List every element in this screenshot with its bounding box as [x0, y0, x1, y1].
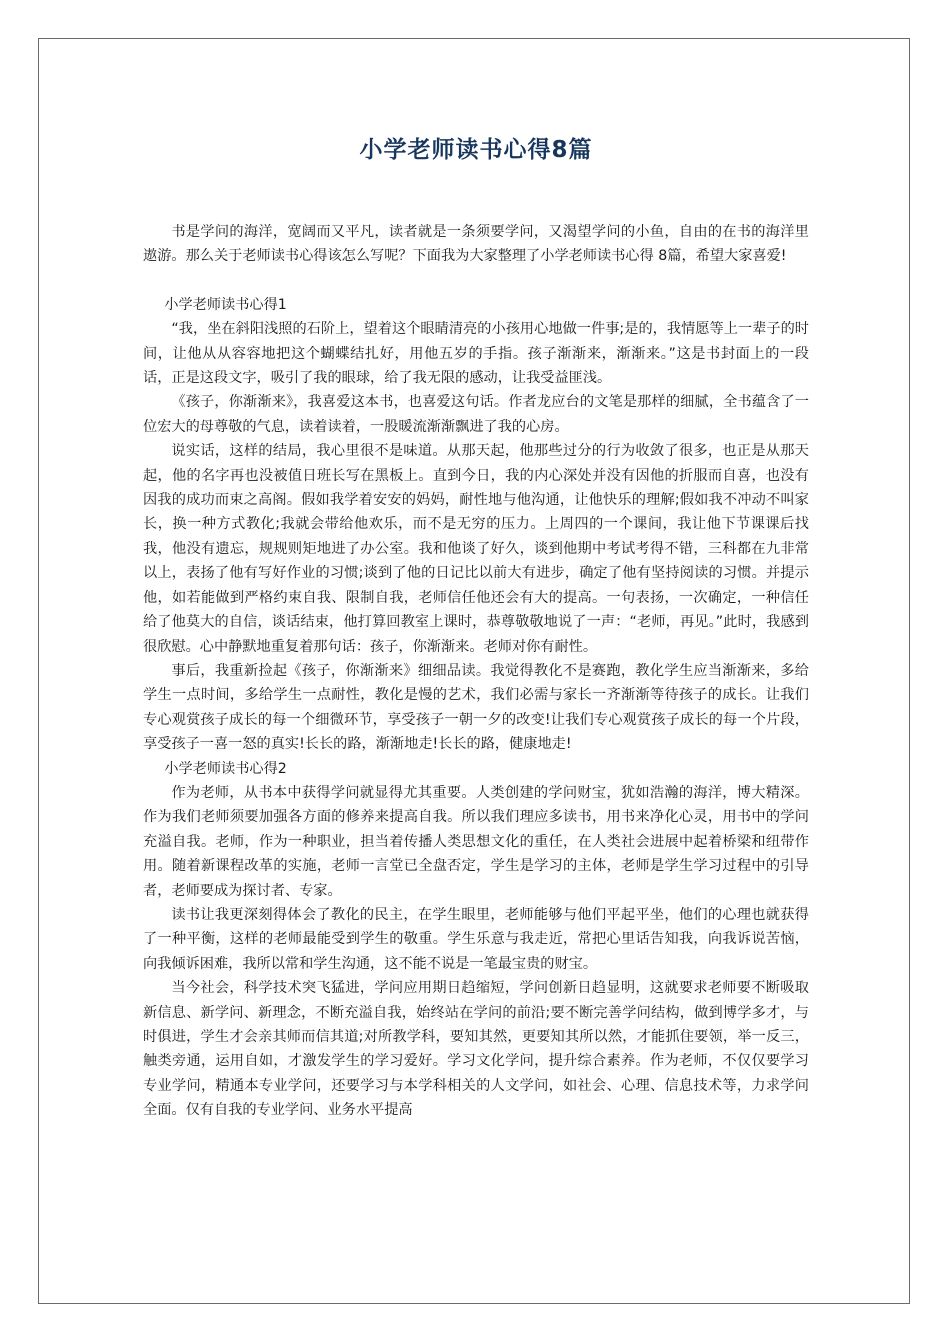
document-title: 小学老师读书心得8篇 — [359, 137, 593, 163]
section-heading-1: 小学老师读书心得1 — [164, 296, 287, 313]
section-2-paragraph: 当今社会，科学技术突飞猛进，学问应用期日趋缩短，学问创新日趋显明，这就要求老师要不断吸取新信息、新学问、新理念，不断充溢自我，始终站在学问的前沿;要不断完善学问结构，做到博学多才，与时俱进，学生才会亲其师而信其道;对所教学科，要知其然，更要知其所以然，才能抓住要领，举一反三，触类旁通，运用自如，才激发学生的学习爱好。学习文化学问，提升综合素养。作为老师，不仅仅要学习专业学问，精通本专业学问，还要学习与本学科相关的人文学问，如社会、心理、信息技术等，力求学问全面。仅有自我的专业学问、业务水平提高 — [143, 980, 809, 1119]
section-1-paragraph: “我，坐在斜阳浅照的石阶上，望着这个眼睛清亮的小孩用心地做一件事;是的，我情愿等上一辈子的时间，让他从从容容地把这个蝴蝶结扎好，用他五岁的手指。孩子渐渐来，渐渐来。”这是书封面上的一段话，正是这段文字，吸引了我的眼球，给了我无限的感动，让我受益匪浅。 — [143, 321, 809, 387]
section-1-paragraph: 说实话，这样的结局，我心里很不是味道。从那天起，他那些过分的行为收敛了很多，也正是从那天起，他的名字再也没被值日班长写在黑板上。直到今日，我的内心深处并没有因他的折服而自喜，也没有因我的成功而束之高阁。假如我学着安安的妈妈，耐性地与他沟通，让他快乐的理解;假如我不冲动不叫家长，换一种方式教化;我就会带给他欢乐，而不是无穷的压力。上周四的一个课间，我让他下节课课后找我，他没有遗忘，规规则矩地进了办公室。我和他谈了好久，谈到他期中考试考得不错，三科都在九非常以上，表扬了他有写好作业的习惯;谈到了他的日记比以前大有进步，确定了他有坚持阅读的习惯。并提示他，如若能做到严格约束自我、限制自我，老师信任他还会有大的提高。一句表扬，一次确定，一种信任给了他莫大的自信，谈话结束，他打算回教室上课时，恭尊敬敬地说了一声：“老师，再见。”此时，我感到很欣慰。心中静默地重复着那句话：孩子，你渐渐来。老师对你有耐性。 — [143, 443, 809, 655]
section-1-paragraph: 事后，我重新捡起《孩子，你渐渐来》细细品读。我觉得教化不是赛跑，教化学生应当渐渐来，多给学生一点时间，多给学生一点耐性，教化是慢的艺术，我们必需与家长一齐渐渐等待孩子的成长。让我们专心观赏孩子成长的每一个细微环节，享受孩子一朝一夕的改变!让我们专心观赏孩子成长的每一个片段，享受孩子一喜一怒的真实!长长的路，渐渐地走!长长的路，健康地走! — [143, 662, 809, 753]
spacer — [143, 269, 809, 293]
section-2-paragraph: 作为老师，从书本中获得学问就显得尤其重要。人类创建的学问财宝，犹如浩瀚的海洋，博大精深。作为我们老师须要加强各方面的修养来提高自我。所以我们理应多读书，用书来净化心灵，用书中的学问充溢自我。老师，作为一种职业，担当着传播人类思想文化的重任，在人类社会进展中起着桥梁和纽带作用。随着新课程改革的实施，老师一言堂已全盘否定，学生是学习的主体，老师是学生学习过程中的引导者，老师要成为探讨者、专家。 — [143, 784, 809, 899]
section-1-paragraph: 《孩子，你渐渐来》，我喜爱这本书，也喜爱这句话。作者龙应台的文笔是那样的细腻，全书蕴含了一位宏大的母尊敬的气息，读着读着，一股暖流渐渐飘进了我的心房。 — [143, 394, 809, 435]
intro-paragraph: 书是学问的海洋，宽阔而又平凡，读者就是一条须要学问，又渴望学问的小鱼，自由的在书的海洋里遨游。那么关于老师读书心得该怎么写呢？下面我为大家整理了小学老师读书心得 8篇，希望大家喜爱! — [143, 224, 809, 265]
section-heading-2: 小学老师读书心得2 — [164, 760, 287, 777]
document-body — [143, 130, 809, 1123]
section-2-paragraph: 读书让我更深刻得体会了教化的民主，在学生眼里，老师能够与他们平起平坐，他们的心理也就获得了一种平衡，这样的老师最能受到学生的敬重。学生乐意与我走近，常把心里话告知我，向我诉说苦恼，向我倾诉困难，我所以常和学生沟通，这不能不说是一笔最宝贵的财宝。 — [143, 906, 809, 972]
